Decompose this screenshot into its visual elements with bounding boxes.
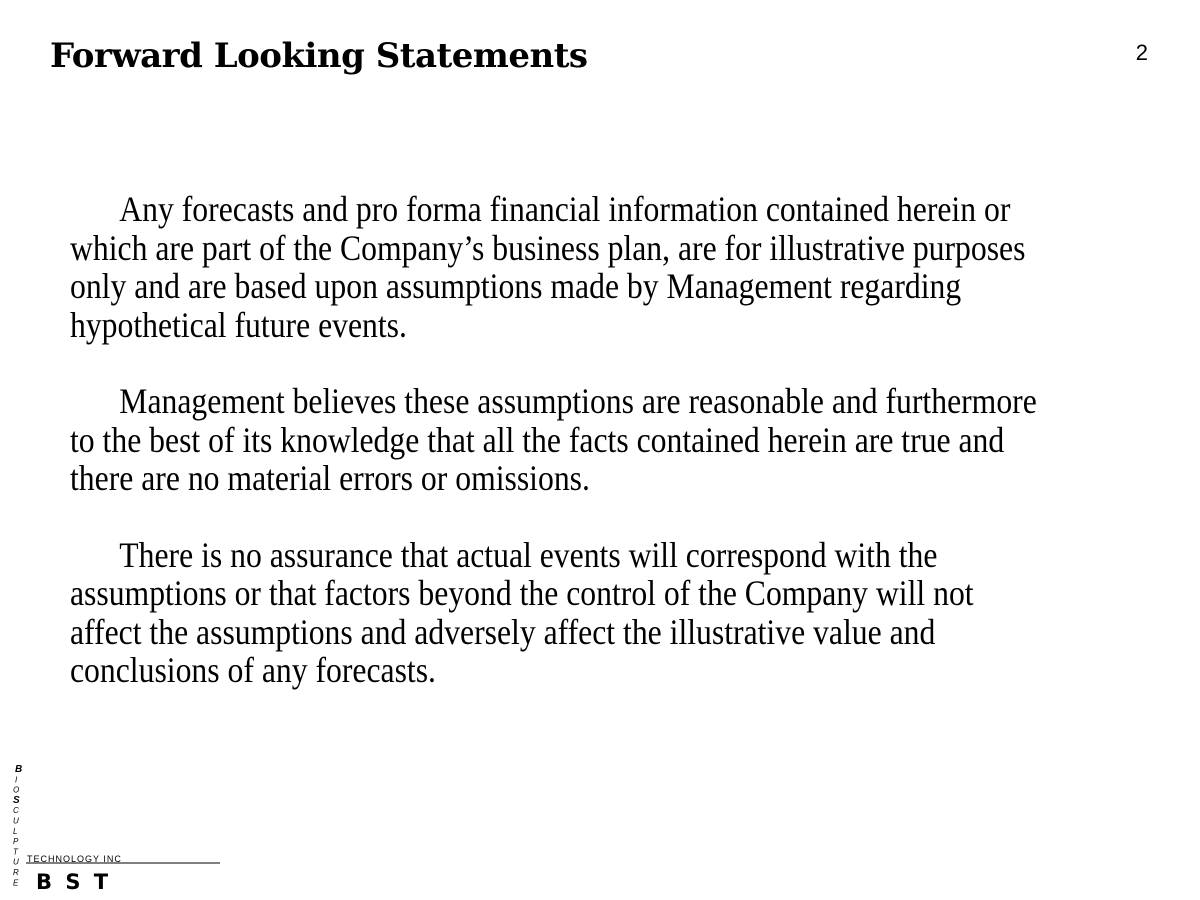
logo-letter: S <box>13 794 20 806</box>
logo-letter: C <box>13 806 19 816</box>
logo-letter: B <box>15 764 23 775</box>
logo-letter: O <box>13 785 20 795</box>
paragraph-management: Management believes these assumptions are reasonable and furthermore to the best of its knowledge that all the facts contained herein are true and there are no material errors or omissions. <box>70 381 1037 498</box>
logo-letter: P <box>13 837 19 847</box>
logo-letter: L <box>13 826 18 836</box>
logo-letter: U <box>13 857 19 867</box>
paragraph-forecasts: Any forecasts and pro forma financial information contained herein or which are part of the Company’s business plan, are for illustrative purposes only and are based upon assumptions made by Management regarding hypothetical future events. <box>70 189 1026 345</box>
logo-company-line: TECHNOLOGY INC <box>27 854 122 864</box>
logo-letter: E <box>13 878 19 888</box>
logo-letter: I <box>15 775 18 785</box>
page-number: 2 <box>1135 40 1148 65</box>
logo-acronym: B S T <box>36 870 112 894</box>
slide-title: Forward Looking Statements <box>50 36 588 76</box>
company-logo <box>12 762 226 898</box>
paragraph-assurance: There is no assurance that actual events will correspond with the assumptions or that factors beyond the control of the Company will not affect the assumptions and adversely affect the illustrative value and conclusions of any forecasts. <box>70 534 974 690</box>
logo-letter: U <box>13 816 19 826</box>
body-text <box>70 190 1038 728</box>
logo-letter: T <box>13 847 18 857</box>
logo-letter: R <box>13 868 19 877</box>
